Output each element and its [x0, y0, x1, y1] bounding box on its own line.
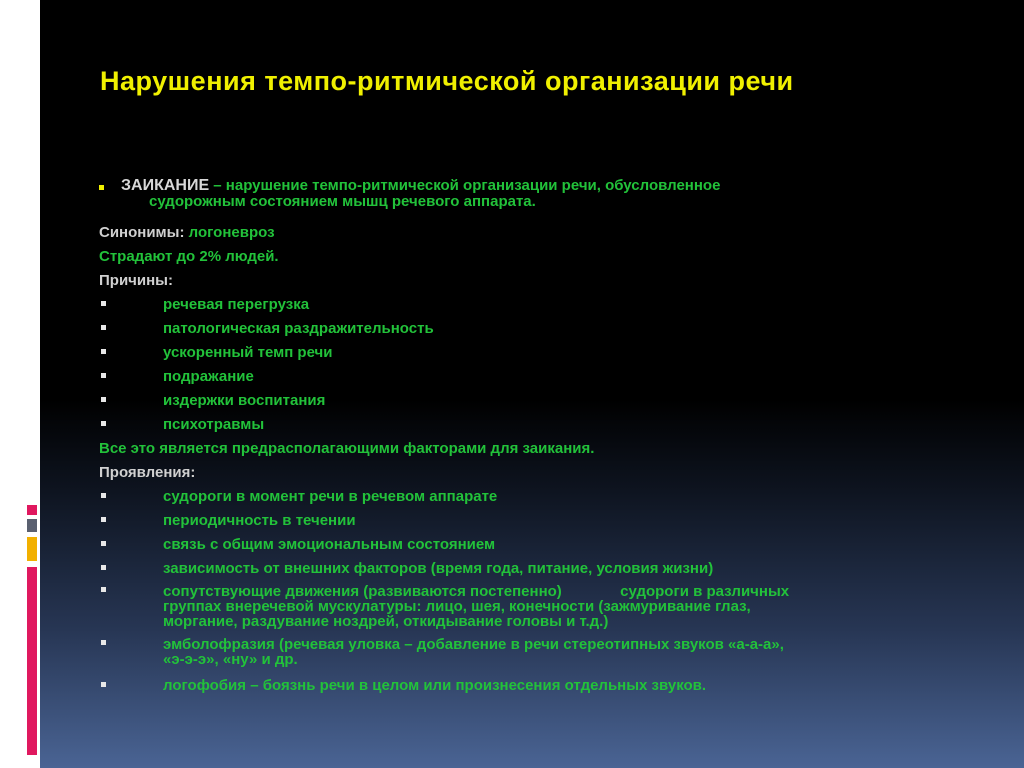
deco-square-pink [27, 505, 37, 515]
cause-item [99, 416, 929, 440]
manifestation-item-text: связь с общим эмоциональным состоянием [163, 536, 496, 553]
cause-item [99, 392, 929, 416]
bullet-icon [101, 349, 106, 354]
manifestation-item [99, 488, 929, 512]
manifestation-item-text: судороги в момент речи в речевом аппарате [163, 488, 498, 505]
synonyms-line [99, 224, 929, 248]
bullet-icon [101, 517, 106, 522]
cause-item-text: речевая перегрузка [163, 296, 310, 313]
cause-item-text: ускоренный темп речи [163, 344, 333, 361]
definition-line-1: – нарушение темпо-ритмической организации речи, обусловленное [209, 177, 721, 194]
manifestation-item [99, 512, 929, 536]
bullet-icon [101, 493, 106, 498]
bullet-icon [101, 565, 106, 570]
slide-content [99, 178, 929, 701]
bullet-icon [101, 301, 106, 306]
cause-item-text: издержки воспитания [163, 392, 326, 409]
manifestation-item [99, 536, 929, 560]
manifestation-item [99, 560, 929, 584]
bullet-icon [101, 587, 106, 592]
synonyms-label: Синонимы: [99, 224, 185, 241]
deco-square-yellow [27, 537, 37, 561]
bullet-icon [101, 682, 106, 687]
cause-item-text: подражание [163, 368, 254, 385]
manifestation-item-line: группах внеречевой мускулатуры: лицо, шея, конечности (зажмуривание глаз, [163, 598, 751, 615]
cause-item [99, 320, 929, 344]
causes-summary: Все это является предрасполагающими факторами для заикания. [99, 440, 595, 457]
definition-paragraph [99, 178, 929, 210]
manifestation-item [99, 584, 929, 629]
bullet-icon [101, 373, 106, 378]
manifestation-item [99, 637, 929, 667]
bullet-icon [101, 640, 106, 645]
manifestation-item-line: моргание, раздувание ноздрей, откидывание головы и т.д.) [163, 613, 609, 630]
cause-item-text: психотравмы [163, 416, 265, 433]
square-bullet-icon [99, 185, 104, 190]
bullet-icon [101, 325, 106, 330]
manifestation-item-line: «э-э-э», «ну» и др. [163, 651, 298, 668]
manifestation-item [99, 677, 929, 701]
slide-title: Нарушения темпо-ритмической организации речи [100, 66, 794, 96]
bullet-icon [101, 397, 106, 402]
deco-square-gray [27, 519, 37, 532]
bullet-icon [101, 541, 106, 546]
deco-bar-pink [27, 567, 37, 755]
manifestation-item-line: сопутствующие движения (развиваются постепенно) судороги в различных [163, 583, 790, 600]
causes-label: Причины: [99, 272, 173, 289]
cause-item [99, 296, 929, 320]
cause-item [99, 368, 929, 392]
synonyms-value: логоневроз [188, 224, 275, 241]
manifestation-item-line: эмболофразия (речевая уловка – добавление в речи стереотипных звуков «а-а-а», [163, 636, 784, 653]
manifestation-item-text: периодичность в течении [163, 512, 356, 529]
manifestations-label: Проявления: [99, 464, 196, 481]
cause-item-text: патологическая раздражительность [163, 320, 434, 337]
manifestation-item-text: логофобия – боязнь речи в целом или произнесения отдельных звуков. [163, 677, 707, 694]
prevalence-line: Страдают до 2% людей. [99, 248, 279, 265]
manifestation-item-text: зависимость от внешних факторов (время года, питание, условия жизни) [163, 560, 714, 577]
term-stuttering: ЗАИКАНИЕ [121, 177, 210, 194]
cause-item [99, 344, 929, 368]
decorative-squares [0, 0, 40, 768]
definition-line-2: судорожным состоянием мышц речевого аппарата. [149, 193, 536, 210]
bullet-icon [101, 421, 106, 426]
